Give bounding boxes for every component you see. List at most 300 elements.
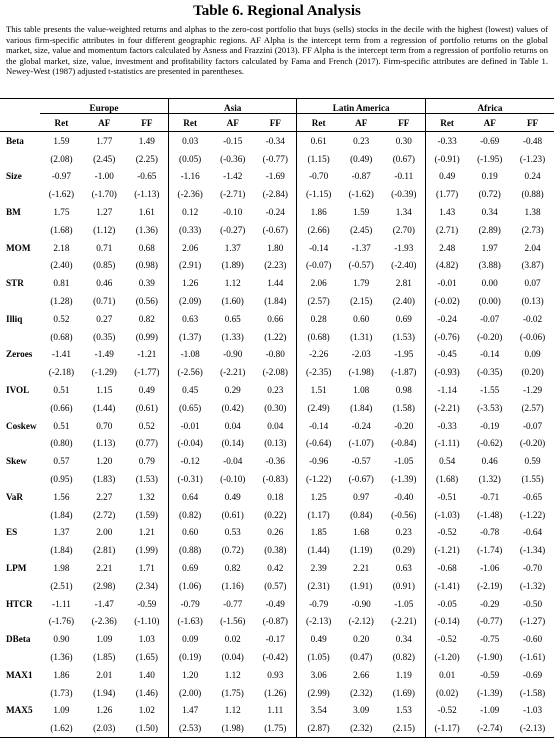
value-cell: -2.03 [351,349,371,360]
tstat-row [0,363,554,381]
value-cell: 1.34 [395,207,412,218]
tstat-cell: (2.31) [297,577,340,595]
value-cell: 0.30 [395,135,412,146]
tstat-cell: (-2.21) [220,367,246,378]
tstat-cell: (0.71) [93,296,116,307]
tstat-cell: (0.95) [50,474,73,485]
value-cell: 0.29 [224,385,241,396]
tstat-cell: (2.49) [297,399,340,417]
value-cell: -0.01 [168,417,211,435]
tstat-cell: (2.81) [93,545,116,556]
table-row [0,417,554,435]
tstat-row [0,221,554,239]
value-cell: 0.02 [224,634,241,645]
value-cell: 1.02 [138,705,155,716]
tstat-cell: (1.99) [135,545,158,556]
tstat-cell: (0.80) [50,438,73,449]
value-cell: 1.12 [224,669,241,680]
value-cell: 0.49 [297,630,340,648]
tstat-cell: (1.22) [264,331,287,342]
table-row [0,452,554,470]
value-cell: -1.11 [52,598,71,609]
table-row [0,274,554,292]
value-cell: 1.40 [138,669,155,680]
value-cell: -0.01 [425,274,468,292]
value-cell: 0.52 [53,313,70,324]
value-cell: 1.51 [297,381,340,399]
table-row [0,702,554,720]
value-cell: 1.26 [168,274,211,292]
value-cell: 2.81 [395,278,412,289]
tstat-cell: (1.89) [221,260,244,271]
tstat-cell: (-3.53) [477,402,503,413]
row-label: ES [6,527,18,538]
value-cell: 0.66 [267,313,284,324]
value-cell: -0.07 [480,313,500,324]
tstat-cell: (-1.58) [519,687,546,698]
value-cell: -1.49 [94,349,114,360]
tstat-cell: (-0.06) [519,331,546,342]
value-cell: -0.68 [425,559,468,577]
value-cell: -1.16 [168,168,211,186]
value-cell: 1.11 [267,705,284,716]
value-cell: -0.79 [297,595,340,613]
tstat-cell: (-2.56) [168,363,211,381]
tstat-cell: (-0.64) [297,435,340,453]
value-cell: -0.11 [394,171,414,182]
table-row [0,168,554,186]
tstat-cell: (-0.87) [262,616,288,627]
tstat-cell: (1.91) [350,580,373,591]
tstat-cell: (1.36) [50,652,73,662]
tstat-cell: (2.40) [392,296,415,307]
tstat-cell: (2.40) [50,260,73,271]
blank-label-cell [0,363,40,381]
tstat-cell: (0.35) [93,331,116,342]
value-cell: 1.68 [353,527,370,538]
value-cell: 1.37 [53,527,70,538]
value-cell: 1.61 [138,207,155,218]
value-cell: -1.08 [168,346,211,364]
value-cell: 0.09 [524,349,541,360]
value-cell: 3.09 [353,705,370,716]
row-label: Beta [6,135,24,146]
value-cell: 1.97 [481,242,498,253]
value-cell: -0.79 [168,595,211,613]
table-row [0,630,554,648]
tstat-cell: (0.13) [521,296,544,307]
tstat-cell: (-1.22) [519,509,546,520]
tstat-cell: (0.47) [350,652,373,662]
value-cell: 0.49 [425,168,468,186]
blank-label-cell [0,684,40,702]
value-cell: 1.19 [395,669,412,680]
value-cell: 1.20 [168,666,211,684]
value-cell: 0.26 [267,527,284,538]
tstat-cell: (-0.10) [220,474,246,485]
tstat-cell: (-0.36) [220,153,246,164]
value-cell: 1.43 [425,203,468,221]
value-cell: -0.24 [425,310,468,328]
value-cell: 1.27 [96,207,113,218]
value-cell: -0.45 [425,346,468,364]
tstat-cell: (0.04) [221,652,244,662]
value-cell: -0.80 [265,349,285,360]
tstat-cell: (2.70) [392,224,415,235]
value-cell: 0.49 [224,491,241,502]
tstat-cell: (-1.95) [477,153,503,164]
tstat-cell: (0.22) [264,509,287,520]
blank-label-cell [0,435,40,453]
value-cell: 0.98 [395,385,412,396]
tstat-cell: (-2.13) [297,613,340,631]
value-cell: 0.69 [168,559,211,577]
tstat-cell: (-2.12) [348,616,374,627]
tstat-cell: (-0.93) [425,363,468,381]
tstat-cell: (1.75) [221,687,244,698]
table-row [0,310,554,328]
tstat-cell: (2.34) [135,580,158,591]
tstat-cell: (-0.57) [348,260,374,271]
value-cell: -0.65 [137,171,157,182]
table-row [0,203,554,221]
tstat-cell: (1.62) [40,719,83,737]
value-cell: 1.56 [53,491,70,502]
tstat-cell: (4.82) [425,257,468,275]
value-cell: 0.42 [267,563,284,574]
tstat-cell: (1.05) [297,648,340,666]
tstat-cell: (-2.13) [511,719,554,737]
value-cell: 1.03 [138,634,155,645]
value-cell: -0.69 [522,669,543,680]
region-header-europe: Europe [40,99,168,114]
tstat-cell: (0.82) [168,506,211,524]
tstat-row [0,470,554,488]
value-cell: 1.38 [524,207,541,218]
value-cell: 1.47 [168,702,211,720]
value-cell: -0.48 [522,135,543,146]
value-cell: -1.03 [522,705,543,716]
value-cell: 1.53 [395,705,412,716]
value-cell: -1.05 [394,456,414,467]
tstat-cell: (2.91) [168,257,211,275]
value-cell: -0.51 [425,488,468,506]
value-cell: 2.21 [353,563,370,574]
blank-label-cell [0,613,40,631]
tstat-cell: (1.73) [50,687,73,698]
value-cell: -0.14 [297,239,340,257]
tstat-cell: (-1.63) [168,613,211,631]
tstat-row [0,577,554,595]
value-cell: 1.37 [224,242,241,253]
value-cell: 1.09 [96,634,113,645]
tstat-cell: (-1.29) [91,367,117,378]
tstat-cell: (-2.18) [48,367,75,378]
tstat-cell: (1.28) [50,296,73,307]
blank-label-cell [0,257,40,275]
value-cell: 1.21 [138,527,155,538]
value-cell: 0.69 [395,313,412,324]
tstat-cell: (-1.32) [519,580,546,591]
tstat-cell: (-1.23) [519,153,546,164]
tstat-cell: (2.89) [478,224,501,235]
tstat-cell: (2.09) [168,292,211,310]
tstat-cell: (1.44) [93,402,116,413]
tstat-cell: (0.14) [221,438,244,449]
tstat-cell: (-2.19) [477,580,503,591]
tstat-cell: (1.17) [297,506,340,524]
tstat-cell: (2.99) [297,684,340,702]
value-cell: -0.59 [480,669,500,680]
tstat-cell: (0.85) [93,260,116,271]
tstat-cell: (-2.36) [91,616,117,627]
tstat-cell: (1.98) [211,719,254,737]
tstat-cell: (1.68) [50,224,73,235]
value-cell: -0.15 [223,135,243,146]
value-cell: 0.00 [481,278,498,289]
tstat-cell: (-0.77) [477,616,503,627]
tstat-cell: (0.02) [425,684,468,702]
value-cell: -0.07 [522,420,543,431]
value-cell: 2.00 [96,527,113,538]
value-cell: -0.71 [480,491,500,502]
tstat-cell: (-1.56) [220,616,246,627]
value-cell: 0.12 [168,203,211,221]
value-cell: 2.06 [297,274,340,292]
value-cell: -1.69 [265,171,285,182]
tstat-cell: (1.15) [297,150,340,168]
tstat-cell: (-1.10) [134,616,160,627]
blank-label-cell [0,648,40,666]
tstat-cell: (-0.35) [477,367,503,378]
tstat-row [0,648,554,666]
corner-cell [0,99,40,114]
tstat-cell: (-1.15) [297,185,340,203]
table-row [0,524,554,542]
value-cell: -0.70 [297,168,340,186]
value-cell: -0.49 [265,598,285,609]
table-title: Table 6. Regional Analysis [193,3,361,19]
tstat-cell: (-1.11) [425,435,468,453]
value-cell: -0.04 [223,456,243,467]
tstat-cell: (0.20) [521,367,544,378]
value-cell: 0.51 [53,385,70,396]
value-cell: 0.07 [524,278,541,289]
region-header-africa: Africa [425,99,554,114]
value-cell: -0.17 [265,634,285,645]
value-cell: -0.65 [522,491,543,502]
value-cell: 0.24 [524,171,541,182]
value-cell: -0.87 [351,171,371,182]
region-header-row [0,99,554,114]
tstat-cell: (-1.34) [519,545,546,556]
value-cell: 0.52 [138,420,155,431]
tstat-cell: (-2.35) [297,363,340,381]
blank-label-cell [0,292,40,310]
value-cell: 2.39 [297,559,340,577]
tstat-cell: (3.88) [478,260,501,271]
value-cell: 0.46 [96,278,113,289]
value-cell: 1.25 [297,488,340,506]
value-cell: -1.00 [94,171,114,182]
tstat-cell: (0.33) [168,221,211,239]
tstat-cell: (1.84) [264,296,287,307]
tstat-cell: (-1.62) [348,189,374,200]
value-cell: 0.97 [353,491,370,502]
value-cell: 1.80 [267,242,284,253]
row-label: DBeta [6,634,31,645]
value-cell: 0.70 [96,420,113,431]
blank-label-cell [0,399,40,417]
tstat-cell: (-2.36) [168,185,211,203]
value-cell: 0.60 [168,524,211,542]
tstat-cell: (-2.21) [425,399,468,417]
value-cell: -0.33 [425,132,468,150]
table-row [0,132,554,150]
row-label: BM [6,207,21,218]
value-cell: 0.23 [395,527,412,538]
value-cell: 0.54 [425,452,468,470]
column-header-ret: Ret [168,114,211,132]
value-cell: -0.96 [297,452,340,470]
row-label: HTCR [6,598,33,609]
value-cell: -0.70 [522,563,543,574]
tstat-cell: (0.29) [392,545,415,556]
tstat-cell: (-0.56) [391,509,417,520]
tstat-cell: (2.57) [521,402,544,413]
tstat-cell: (2.51) [50,580,73,591]
tstat-cell: (0.68) [297,328,340,346]
value-cell: -1.21 [137,349,157,360]
tstat-cell: (1.06) [168,577,211,595]
value-cell: -0.59 [137,598,157,609]
value-cell: -0.90 [223,349,243,360]
value-cell: 0.71 [96,242,113,253]
tstat-cell: (-1.77) [134,367,160,378]
value-cell: -0.10 [223,207,243,218]
tstat-cell: (-1.62) [48,189,75,200]
tstat-cell: (2.25) [135,153,158,164]
tstat-row [0,506,554,524]
tstat-cell: (2.66) [297,221,340,239]
tstat-cell: (0.56) [135,296,158,307]
regional-analysis-table [0,98,554,738]
tstat-row [0,684,554,702]
tstat-cell: (1.83) [93,474,116,485]
value-cell: -1.29 [522,385,543,396]
value-cell: -0.24 [351,420,371,431]
tstat-cell: (-0.83) [262,474,288,485]
tstat-cell: (2.08) [50,153,73,164]
tstat-cell: (-2.74) [468,719,511,737]
table-row [0,595,554,613]
tstat-cell: (0.42) [221,402,244,413]
value-cell: 1.71 [138,563,155,574]
value-cell: -1.41 [51,349,71,360]
value-cell: -1.06 [480,563,500,574]
value-cell: 1.59 [353,207,370,218]
tstat-row [0,328,554,346]
tstat-row [0,185,554,203]
value-cell: -0.02 [522,313,543,324]
value-cell: 0.23 [353,135,370,146]
tstat-cell: (1.75) [254,719,297,737]
tstat-cell: (-1.07) [348,438,374,449]
tstat-cell: (2.32) [340,719,383,737]
tstat-cell: (-1.61) [519,652,546,662]
tstat-cell: (0.49) [350,153,373,164]
tstat-cell: (-0.62) [477,438,503,449]
tstat-cell: (1.60) [221,296,244,307]
tstat-cell: (1.55) [521,474,544,485]
tstat-cell: (1.33) [221,331,244,342]
tstat-cell: (-2.40) [391,260,417,271]
blank-label-cell [0,719,40,737]
tstat-cell: (3.87) [521,260,544,271]
tstat-cell: (0.68) [50,331,73,342]
table-row [0,239,554,257]
tstat-cell: (0.88) [521,189,544,200]
value-cell: -1.93 [394,242,414,253]
column-header-ret: Ret [40,114,83,132]
value-cell: 0.49 [138,385,155,396]
column-header-af: AF [340,114,383,132]
value-cell: 1.59 [53,135,70,146]
value-cell: -0.36 [265,456,285,467]
value-cell: -0.75 [480,634,500,645]
value-cell: -0.50 [522,598,543,609]
row-label: Coskew [6,420,37,431]
tstat-cell: (1.19) [350,545,373,556]
row-label: STR [6,278,24,289]
tstat-cell: (0.99) [135,331,158,342]
tstat-cell: (-1.41) [425,577,468,595]
blank-label-cell [0,185,40,203]
row-label: LPM [6,563,27,574]
tstat-cell: (1.94) [93,687,116,698]
tstat-cell: (0.98) [135,260,158,271]
blank-label-cell [0,328,40,346]
value-cell: 2.21 [96,563,113,574]
value-cell: 1.86 [297,203,340,221]
value-cell: 3.06 [297,666,340,684]
value-cell: -0.60 [522,634,543,645]
tstat-cell: (2.57) [297,292,340,310]
blank-label-cell [0,506,40,524]
tstat-cell: (1.44) [297,541,340,559]
tstat-row [0,292,554,310]
value-cell: 0.04 [267,420,284,431]
tstat-cell: (-0.14) [425,613,468,631]
tstat-cell: (-0.42) [262,652,288,662]
blank-label-cell [0,470,40,488]
row-label: MAX5 [6,705,33,716]
value-cell: -0.77 [223,598,243,609]
value-cell: 0.81 [53,278,70,289]
value-cell: 0.34 [481,207,498,218]
value-cell: 0.63 [395,563,412,574]
value-cell: -1.14 [425,381,468,399]
tstat-cell: (1.53) [135,474,158,485]
tstat-cell: (2.03) [83,719,126,737]
column-header-af: AF [83,114,126,132]
value-cell: -0.90 [351,598,371,609]
value-cell: -0.34 [265,135,285,146]
tstat-cell: (2.32) [350,687,373,698]
tstat-cell: (1.46) [135,687,158,698]
value-cell: -1.55 [480,385,500,396]
tstat-cell: (2.87) [297,719,340,737]
